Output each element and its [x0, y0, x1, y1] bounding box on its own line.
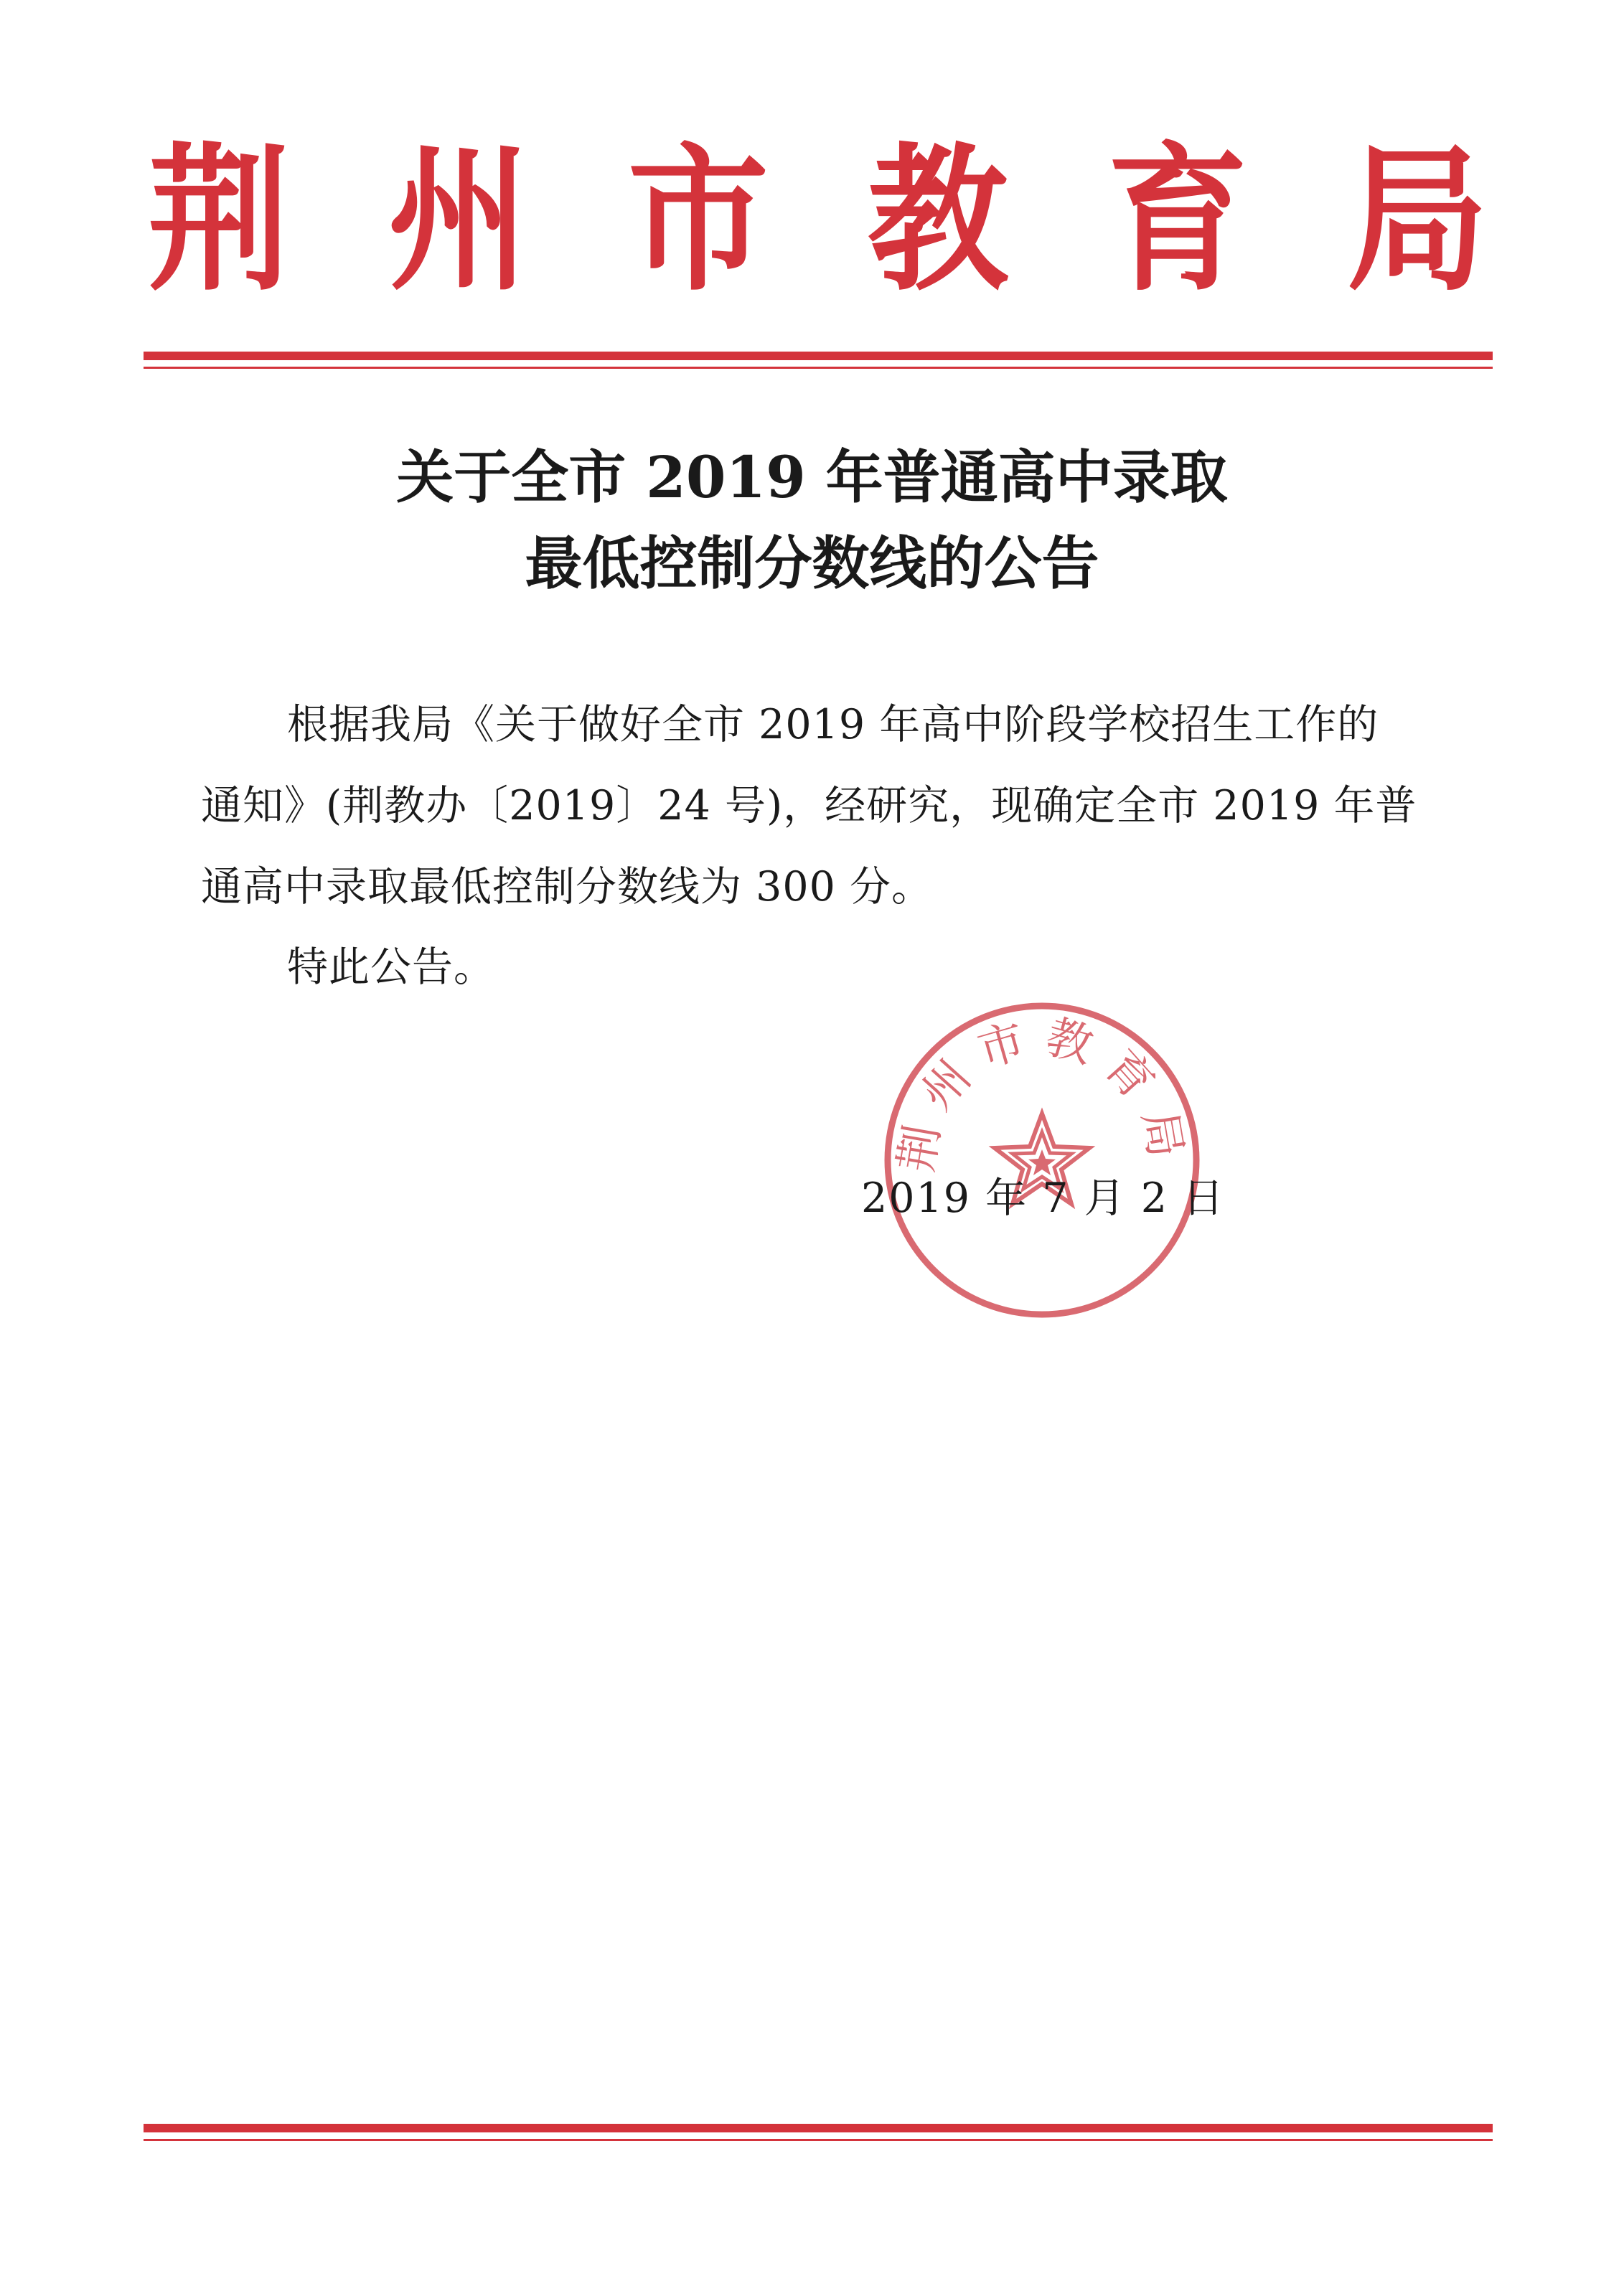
- letterhead-char: 教: [867, 129, 1008, 313]
- body-paragraph-line-3: 通高中录取最低控制分数线为 300 分。: [201, 863, 934, 911]
- notice-title-line-1: 关于全市 2019 年普通高中录取: [396, 443, 1228, 511]
- letterhead-title: [144, 129, 1493, 313]
- body-paragraph-line-1: 根据我局《关于做好全市 2019 年高中阶段学校招生工作的: [287, 701, 1379, 748]
- closing-line: 特此公告。: [287, 944, 495, 991]
- letterhead-char: 局: [1346, 129, 1488, 313]
- official-seal-stamp: [879, 997, 1206, 1324]
- rule-thick-line: [144, 2124, 1493, 2132]
- notice-title-line-2: 最低控制分数线的公告: [525, 530, 1099, 597]
- letterhead-char: 荆: [148, 129, 289, 313]
- seal-arc-text-path: 荆州市教育局: [890, 1010, 1195, 1176]
- footer-rule: [144, 2124, 1493, 2141]
- rule-thick-line: [144, 352, 1493, 360]
- issue-date: 2019 年 7 月 2 日: [861, 1175, 1226, 1222]
- letterhead-rule-top: [144, 352, 1493, 369]
- letterhead-char: 州: [388, 129, 529, 313]
- letterhead-char: 市: [627, 129, 769, 313]
- letterhead-char: 育: [1107, 129, 1248, 313]
- rule-thin-line: [144, 2139, 1493, 2141]
- body-paragraph-line-2: 通知》(荆教办〔2019〕24 号)，经研究，现确定全市 2019 年普: [201, 782, 1417, 829]
- rule-thin-line: [144, 367, 1493, 369]
